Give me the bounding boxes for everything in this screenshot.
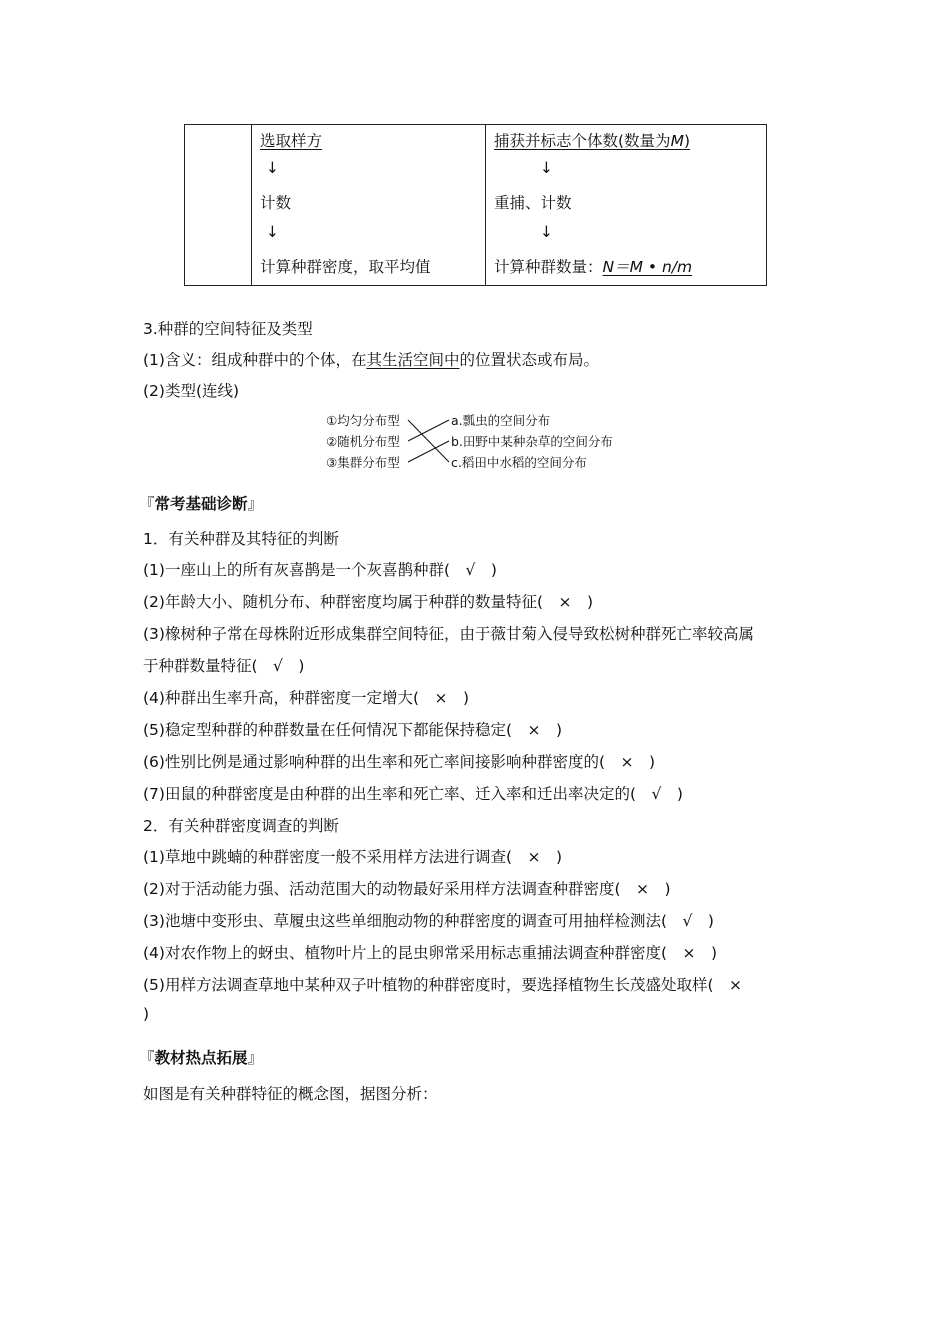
line-clumped-to-a (408, 441, 449, 462)
group2-item: ) (143, 1005, 150, 1023)
group2-title: 2．有关种群密度调查的判断 (143, 817, 339, 835)
section3-meaning: (1)含义：组成种群中的个体，在其生活空间中的位置状态或布局。 (143, 351, 599, 369)
left-item-uniform: ①均匀分布型 (326, 413, 400, 428)
method-table (184, 124, 767, 286)
line-random-to-b (408, 420, 449, 441)
down-arrow-icon: ↓ (540, 223, 553, 241)
section3-title: 3.种群的空间特征及类型 (143, 320, 313, 338)
compute-density-step: 计算种群密度，取平均值 (260, 258, 431, 276)
right-item-b: b.田野中某种杂草的空间分布 (451, 434, 613, 449)
expansion-header: 『教材热点拓展』 (139, 1049, 264, 1067)
group1-item: (6)性别比例是通过影响种群的出生率和死亡率间接影响种群密度的( × ) (143, 753, 656, 771)
capture-mark-step: 捕获并标志个体数(数量为M) (494, 132, 690, 150)
group1-item: (5)稳定型种群的种群数量在任何情况下都能保持稳定( × ) (143, 721, 563, 739)
group1-title: 1．有关种群及其特征的判断 (143, 530, 339, 548)
expansion-text: 如图是有关种群特征的概念图，据图分析： (143, 1085, 438, 1103)
diagnosis-header: 『常考基础诊断』 (139, 495, 264, 513)
group2-item: (2)对于活动能力强、活动范围大的动物最好采用样方法调查种群密度( × ) (143, 880, 671, 898)
quadrat-method-cell (252, 125, 486, 286)
group1-item: (3)橡树种子常在母株附近形成集群空间特征，由于薇甘菊入侵导致松树种群死亡率较高属 (143, 625, 754, 643)
right-item-c: c.稻田中水稻的空间分布 (451, 455, 587, 470)
line-uniform-to-c (408, 420, 449, 462)
group1-item: 于种群数量特征( √ ) (143, 657, 305, 675)
left-item-random: ②随机分布型 (326, 434, 400, 449)
select-quadrat-step: 选取样方 (260, 132, 323, 150)
group2-item: (3)池塘中变形虫、草履虫这些单细胞动物的种群密度的调查可用抽样检测法( √ ) (143, 912, 714, 930)
section3-types-title: (2)类型(连线) (143, 382, 240, 400)
mark-recapture-cell (486, 125, 767, 286)
group1-item: (7)田鼠的种群密度是由种群的出生率和死亡率、迁入率和迁出率决定的( √ ) (143, 785, 683, 803)
group2-item: (5)用样方法调查草地中某种双子叶植物的种群密度时，要选择植物生长茂盛处取样( × (143, 976, 742, 994)
group1-item: (4)种群出生率升高，种群密度一定增大( × ) (143, 689, 470, 707)
right-item-a: a.瓢虫的空间分布 (451, 413, 551, 428)
group2-item: (1)草地中跳蝻的种群密度一般不采用样方法进行调查( × ) (143, 848, 563, 866)
count-step: 计数 (260, 194, 292, 212)
connecting-lines (405, 410, 453, 472)
compute-number-step: 计算种群数量：N＝M • n/m (494, 258, 693, 276)
group1-item: (2)年龄大小、随机分布、种群密度均属于种群的数量特征( × ) (143, 593, 594, 611)
group2-item: (4)对农作物上的蚜虫、植物叶片上的昆虫卵常采用标志重捕法调查种群密度( × ) (143, 944, 718, 962)
down-arrow-icon: ↓ (266, 159, 279, 177)
left-item-clumped: ③集群分布型 (326, 455, 400, 470)
table-blank-cell (185, 125, 252, 286)
down-arrow-icon: ↓ (540, 159, 553, 177)
group1-item: (1)一座山上的所有灰喜鹊是一个灰喜鹊种群( √ ) (143, 561, 497, 579)
down-arrow-icon: ↓ (266, 223, 279, 241)
recapture-count-step: 重捕、计数 (494, 194, 572, 212)
